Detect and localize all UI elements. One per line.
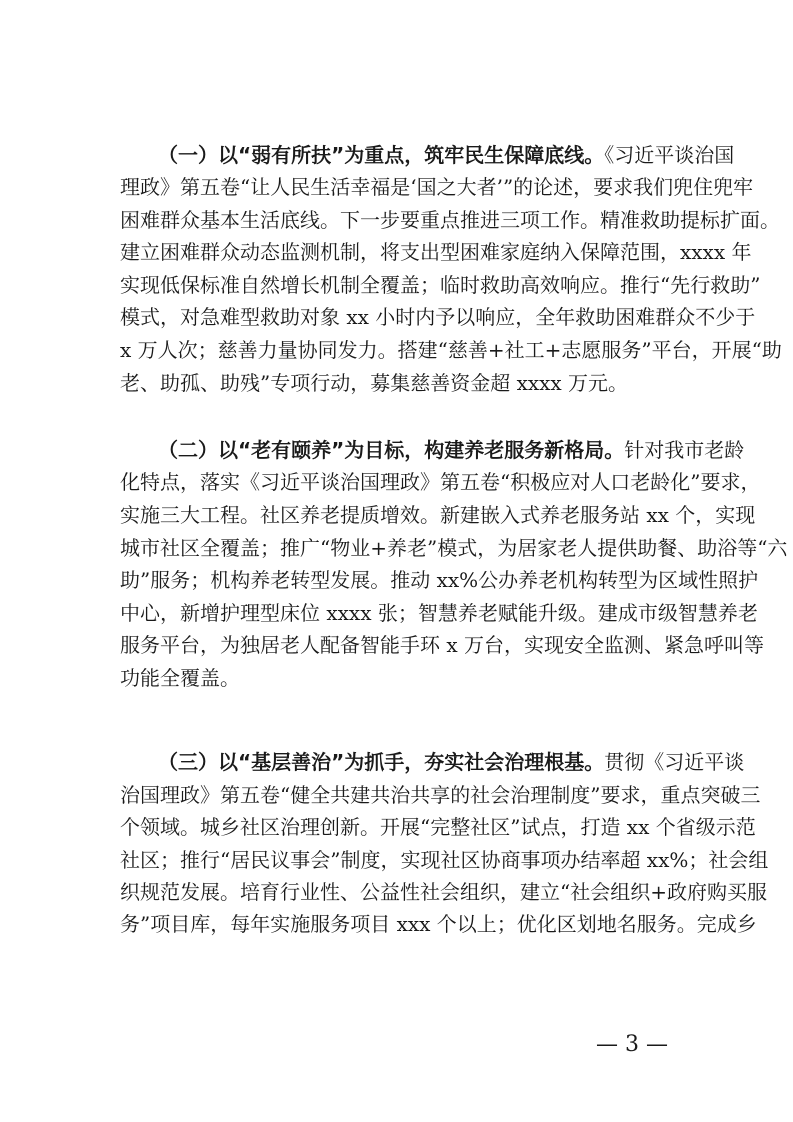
text-line: 城市社区全覆盖；推广“物业+养老”模式，为居家老人提供助餐、助浴等“六 [120,536,788,560]
text-line: 助”服务；机构养老转型发展。推动 xx%公办养老机构转型为区域性照护 [120,568,759,592]
text-line [120,746,745,778]
text-line: 个领域。城乡社区治理创新。开展“完整社区”试点，打造 xx 个省级示范 [120,815,756,839]
section-heading: （二）以“老有颐养”为目标，构建养老服务新格局。 [158,438,625,462]
text-line: 实施三大工程。社区养老提质增效。新建嵌入式养老服务站 xx 个，实现 [120,503,756,527]
text-line: 理政》第五卷“让人民生活幸福是‘国之大者’”的论述，要求我们兜住兜牢 [120,175,754,199]
text-line: 老、助孤、助残”专项行动，募集慈善资金超 xxxx 万元。 [120,371,629,395]
text-line: 中心，新增护理型床位 xxxx 张；智慧养老赋能升级。建成市级智慧养老 [120,601,758,625]
text-line: 实现低保标准自然增长机制全覆盖；临时救助高效响应。推行“先行救助” [120,273,761,297]
text-line: 织规范发展。培育行业性、公益性社会组织，建立“社会组织+政府购买服 [120,880,767,904]
text-line: 困难群众基本生活底线。下一步要重点推进三项工作。精准救助提标扩面。 [120,208,780,232]
text-line: 建立困难群众动态监测机制，将支出型困难家庭纳入保障范围，xxxx 年 [120,240,752,264]
section-heading: （三）以“基层善治”为抓手，夯实社会治理根基。 [158,750,605,774]
text: 贯彻《习近平谈 [604,750,745,774]
page-number: — 3 — [596,1032,668,1057]
text: 针对我市老龄 [624,438,745,462]
text-line: 社区；推行“居民议事会”制度，实现社区协商事项办结率超 xx%；社会组 [120,848,769,872]
text-line: 服务平台，为独居老人配备智能手环 x 万台，实现安全监测、紧急呼叫等 [120,633,764,657]
section-heading: （一）以“弱有所扶”为重点，筑牢民生保障底线。 [158,143,605,167]
text-line [120,434,745,466]
text-line: 务”项目库，每年实施服务项目 xxx 个以上；优化区划地名服务。完成乡 [120,912,757,936]
text: 《习近平谈治国 [604,143,735,167]
text-line: x 万人次；慈善力量协同发力。搭建“慈善+社工+志愿服务”平台，开展“助 [120,338,782,362]
text-line: 化特点，落实《习近平谈治国理政》第五卷“积极应对人口老龄化”要求， [120,470,761,494]
text-line: 模式，对急难型救助对象 xx 小时内予以响应，全年救助困难群众不少于 [120,305,756,329]
text-line [120,139,735,171]
text-line: 功能全覆盖。 [120,666,240,690]
text-line: 治国理政》第五卷“健全共建共治共享的社会治理制度”要求，重点突破三 [120,783,761,807]
